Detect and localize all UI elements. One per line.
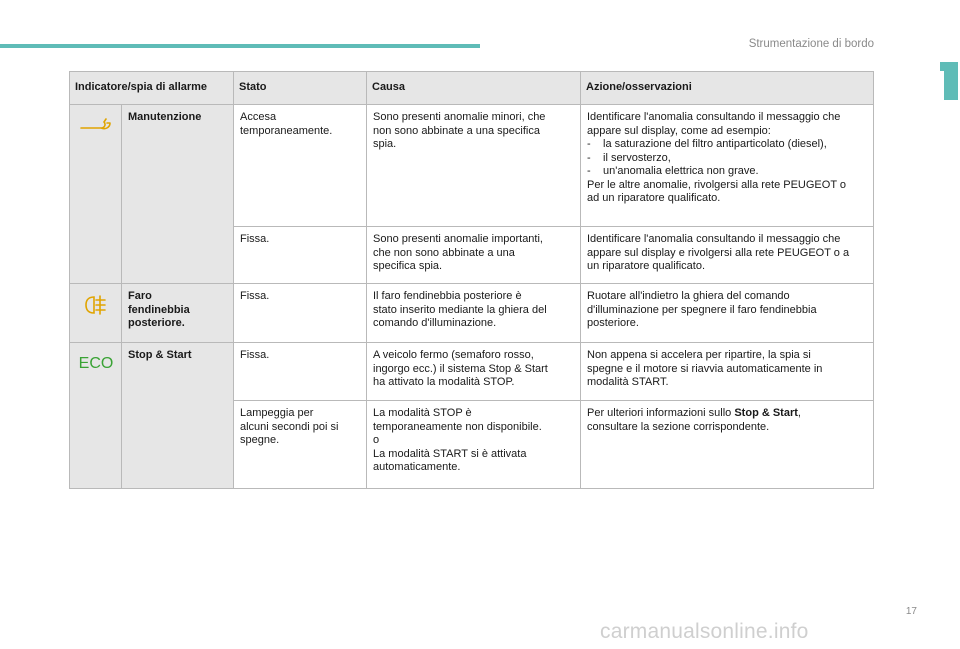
stato-line: Fissa. [240,233,270,245]
causa-line: o [373,434,380,446]
azione-bold-term: Stop & Start [734,407,798,419]
stato-cell [234,105,367,227]
list-item-text: la saturazione del filtro antiparticolato (diesel), [603,138,827,150]
stato-cell [234,227,367,284]
azione-line: Identificare l'anomalia consultando il messaggio che [587,111,841,123]
indicator-name: Manutenzione [122,105,234,284]
azione-line: Per le altre anomalie, rivolgersi alla rete PEUGEOT o [587,178,847,191]
rear-fog-lamp-icon [83,294,109,316]
list-item: - un'anomalia elettrica non grave. [587,165,759,177]
list-item-text: il servosterzo, [603,151,671,164]
causa-line: spia. [373,138,397,150]
indicator-name-line: fendinebbia [128,303,190,316]
chapter-number-glyph [944,62,958,100]
causa-line: Sono presenti anomalie importanti, [373,233,543,245]
indicator-icon-cell [70,284,122,343]
stato-cell [234,401,367,489]
watermark: carmanualsonline.info [600,620,809,643]
azione-line [587,407,868,421]
causa-cell [367,284,581,343]
azione-line: Identificare l'anomalia consultando il messaggio che [587,233,841,245]
indicator-name-line: Faro [128,290,152,302]
causa-line: Il faro fendinebbia posteriore è [373,290,522,302]
stato-cell [234,343,367,401]
causa-line: A veicolo fermo (semaforo rosso, [373,349,534,361]
causa-cell [367,105,581,227]
causa-line: specifica spia. [373,260,443,272]
azione-line: modalità START. [587,376,669,388]
indicator-icon-cell [70,343,122,489]
list-item: - la saturazione del filtro antiparticolato (diesel), [587,138,827,150]
indicator-name: Stop & Start [122,343,234,489]
header-accent-rule [0,44,480,48]
causa-line: non sono abbinate a una specifica [373,124,540,137]
indicator-icon-cell [70,105,122,284]
azione-line: d'illuminazione per spegnere il faro fendinebbia [587,303,817,316]
svg-text:ECO: ECO [78,355,114,371]
azione-line: Ruotare all'indietro la ghiera del comando [587,290,790,302]
chapter-number-flag [940,62,946,71]
indicator-name [122,284,234,343]
table-row [70,105,874,227]
azione-cell [581,227,874,284]
azione-line: spegne e il motore si riavvia automaticamente in [587,362,823,375]
stato-line: Lampeggia per [240,407,314,419]
causa-line: La modalità START si è attivata [373,447,527,460]
causa-line: che non sono abbinate a una [373,246,515,259]
causa-line: comando d'illuminazione. [373,317,497,329]
azione-line: ad un riparatore qualificato. [587,192,721,204]
azione-cell [581,401,874,489]
azione-line: consultare la sezione corrispondente. [587,420,770,433]
azione-cell [581,343,874,401]
list-item: - il servosterzo, [587,151,671,164]
table-row [70,284,874,343]
causa-line: automaticamente. [373,461,461,473]
causa-line: ha attivato la modalità STOP. [373,376,515,388]
azione-text: Per ulteriori informazioni sullo [587,407,735,419]
causa-line: temporaneamente non disponibile. [373,420,542,433]
stato-line: temporaneamente. [240,124,333,137]
causa-cell [367,227,581,284]
azione-line: Non appena si accelera per ripartire, la spia si [587,349,811,361]
azione-cell [581,284,874,343]
column-header-azione: Azione/osservazioni [581,72,874,105]
azione-line: un riparatore qualificato. [587,260,706,272]
azione-cell [581,105,874,227]
stato-line: Accesa [240,111,277,123]
azione-line: appare sul display, come ad esempio: [587,124,771,137]
list-item-text: un'anomalia elettrica non grave. [603,165,759,177]
indicator-name-line: posteriore. [128,317,185,329]
causa-line: ingorgo ecc.) il sistema Stop & Start [373,362,548,375]
warning-lights-table [69,71,874,489]
azione-text: , [797,407,801,419]
chapter-marker [940,62,960,100]
column-header-stato: Stato [234,72,367,105]
causa-line: La modalità STOP è [373,407,472,419]
page-number: 17 [905,606,917,617]
wrench-icon [79,115,113,131]
section-title: Strumentazione di bordo [748,38,874,50]
stato-line: Fissa. [240,349,270,361]
column-header-causa: Causa [367,72,581,105]
column-header-indicator: Indicatore/spia di allarme [70,72,234,105]
azione-line: posteriore. [587,317,639,329]
causa-cell [367,343,581,401]
table-header-row [70,72,874,105]
azione-line: appare sul display e rivolgersi alla rete PEUGEOT o a [587,246,850,259]
stato-line: alcuni secondi poi si [240,420,339,433]
stato-line: Fissa. [240,290,270,302]
causa-line: Sono presenti anomalie minori, che [373,111,546,123]
causa-line: stato inserito mediante la ghiera del [373,303,547,316]
causa-cell [367,401,581,489]
table-row [70,343,874,401]
stato-cell [234,284,367,343]
stato-line: spegne. [240,434,280,446]
eco-icon [76,353,116,371]
